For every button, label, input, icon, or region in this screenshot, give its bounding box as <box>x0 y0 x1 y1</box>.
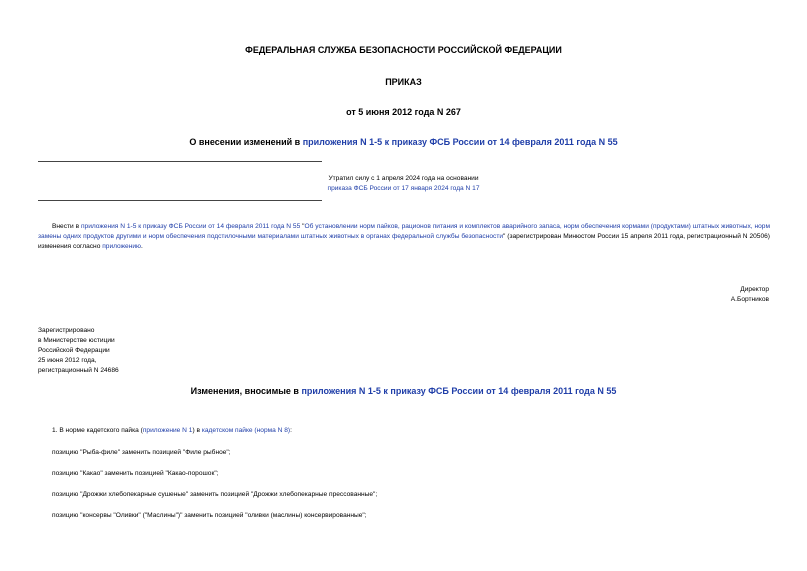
replacement-item: позицию "Какао" заменить позицией "Какао-порошок"; <box>52 470 219 477</box>
doc-title <box>0 137 807 147</box>
body-paragraph <box>38 222 770 252</box>
divider-bottom <box>38 200 322 201</box>
registration-line: 25 июня 2012 года, <box>38 357 97 364</box>
body-text-end: . <box>141 243 143 250</box>
signature-name: А.Бортников <box>730 296 769 303</box>
doc-title-prefix: О внесении изменений в <box>189 137 303 147</box>
registration-line: Российской Федерации <box>38 347 110 354</box>
registration-block <box>38 326 119 376</box>
agency-title: ФЕДЕРАЛЬНАЯ СЛУЖБА БЕЗОПАСНОСТИ РОССИЙСКОЙ ФЕДЕРАЦИИ <box>245 45 562 55</box>
body-text-start: Внести в <box>52 223 81 230</box>
body-quote-open: " <box>300 223 305 230</box>
body-link-order-title[interactable]: Об установлении норм пайков, рационов питания и комплектов аварийного запаса, норм обеспечения кормами (продуктами) штатных животных, норм замены одних продуктов другими и норм обеспечения подстилочными материалами штатных животных в органах федеральной службы безопасности <box>38 223 770 240</box>
doc-date-number: от 5 июня 2012 года N 267 <box>346 107 461 117</box>
replacement-item: позицию "консервы "Оливки" ("Маслины")" заменить позицией "оливки (маслины) консервированные"; <box>52 512 367 519</box>
signature-position: Директор <box>740 286 769 293</box>
registration-line: в Министерстве юстиции <box>38 337 115 344</box>
body-text-middle: " (зарегистрирован Минюстом России 15 апреля 2011 года, регистрационный N 20506) изменения согласно <box>38 233 770 250</box>
divider-top <box>38 161 322 162</box>
body-link-appendices[interactable]: приложения N 1-5 к приказу ФСБ России от 14 февраля 2011 года N 55 <box>80 223 301 230</box>
appendix-title <box>0 386 807 396</box>
item1-link-norm[interactable]: кадетском пайке (норма N 8) <box>201 427 291 434</box>
appendix-item-1 <box>52 426 292 436</box>
item1-text-start: 1. В норме кадетского пайка ( <box>52 427 143 434</box>
item1-text-end: : <box>290 427 292 434</box>
registration-line: регистрационный N 24686 <box>38 367 119 374</box>
doc-title-link[interactable]: приложения N 1-5 к приказу ФСБ России от 14 февраля 2011 года N 55 <box>302 137 618 147</box>
item1-text-mid: ) в <box>192 427 202 434</box>
replacement-item: позицию "Дрожжи хлебопекарные сушеные" заменить позицией "Дрожжи хлебопекарные прессованные"; <box>52 491 378 498</box>
notice-line-2 <box>0 184 807 194</box>
doc-type: ПРИКАЗ <box>385 77 422 87</box>
body-link-appendix[interactable]: приложению <box>102 243 141 250</box>
appendix-title-prefix: Изменения, вносимые в <box>190 386 302 396</box>
item1-link-appendix[interactable]: приложение N 1 <box>142 427 193 434</box>
notice-line-1: Утратил силу с 1 апреля 2024 года на основании <box>328 175 479 182</box>
replacement-item: позицию "Рыба-филе" заменить позицией "Филе рыбное"; <box>52 449 231 456</box>
registration-line: Зарегистрировано <box>38 327 95 334</box>
appendix-title-link[interactable]: приложения N 1-5 к приказу ФСБ России от 14 февраля 2011 года N 55 <box>301 386 617 396</box>
notice-link[interactable]: приказа ФСБ России от 17 января 2024 года N 17 <box>327 185 480 192</box>
